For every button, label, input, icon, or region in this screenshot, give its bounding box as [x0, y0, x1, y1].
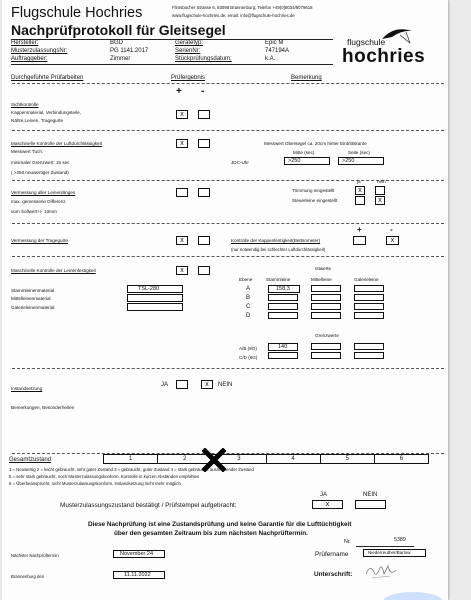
leinen-title: Vermessung aller Leinenlängen	[11, 190, 76, 195]
info-value-serial: 747194A	[265, 48, 290, 54]
b-galerie-field[interactable]	[354, 294, 384, 301]
info-value-approval: PG 1141.2017	[110, 48, 149, 54]
luft-plus-checkbox[interactable]: x	[176, 139, 188, 148]
pruefername-label: Prüfername	[315, 551, 349, 558]
luft-desc3: ( >250 neuwertiger Zustand)	[11, 170, 69, 175]
instand-nein-label: NEIN	[218, 382, 233, 388]
col-remarks: Bemerkung	[291, 75, 322, 81]
sichtkontrolle-plus-checkbox[interactable]: x	[176, 110, 188, 119]
disclaimer-line2: über den gesamten Zeitraum bis zum nächsten Nachprüftermin.	[114, 530, 308, 537]
leinen-plus-checkbox[interactable]	[176, 188, 188, 197]
info-rule-bottom	[11, 64, 333, 65]
instand-title: Instandsetzung	[11, 386, 43, 391]
nr-underline	[356, 546, 414, 547]
logo-small-text: flugschule	[347, 37, 386, 47]
kappe-note: (nur notwendig bei schlechter Luftdurchlässigkeit)	[231, 247, 326, 252]
scale-cell-5[interactable]: 5	[321, 455, 375, 463]
sichtkontrolle-minus-checkbox[interactable]	[198, 110, 210, 119]
divider	[12, 256, 444, 257]
address-line: Flintsbacher Strasse 6, 83098 Brannenburg; Telefon +49(0)8034/6079618	[172, 5, 313, 10]
page-title: Nachprüfprotokoll für Gleitsegel	[11, 22, 226, 38]
c-stamm-field[interactable]	[268, 303, 298, 310]
a-mittel-field[interactable]	[311, 285, 341, 292]
luft-mitte-label: Mitte (sec)	[293, 150, 315, 155]
level-c: C	[246, 304, 251, 310]
a-galerie-field[interactable]	[354, 285, 384, 292]
info-label-type: Gerätetyp:	[175, 40, 204, 46]
gesamt-scale	[103, 454, 429, 464]
instand-ja-checkbox[interactable]	[176, 380, 188, 389]
luft-seite-field[interactable]: >250	[338, 157, 384, 165]
info-rule	[11, 39, 333, 40]
info-label-piece-date: Stückprüfungsdatum:	[175, 56, 232, 62]
info-label-approval: MusterzulassungsNr:	[11, 48, 68, 54]
d-mittel-field[interactable]	[311, 312, 341, 319]
c-galerie-field[interactable]	[354, 303, 384, 310]
info-label-serial: SerienNr:	[175, 48, 201, 54]
divider	[12, 83, 444, 84]
kappe-minus-checkbox[interactable]: x	[386, 236, 399, 245]
tragegurte-title: Vermessung der Tragegurte	[11, 238, 68, 243]
muster-nein-label: NEIN	[363, 492, 378, 498]
trimm-nein-checkbox[interactable]	[375, 186, 385, 195]
b-stamm-field[interactable]	[268, 294, 298, 301]
kappe-plus-label: +	[357, 225, 362, 234]
kappe-plus-checkbox[interactable]	[353, 236, 366, 245]
mat-galerie-label: Galerieleinenmaterial	[11, 305, 55, 310]
ab-mittel-field[interactable]	[311, 343, 341, 350]
info-value-client: Zimmer	[110, 56, 131, 62]
leinen-nein-label: nein	[377, 179, 386, 184]
nr-value: 5389	[394, 537, 406, 543]
kappe-label: Kontrolle der Kappenfestigkeit(Bettsometer)	[231, 238, 321, 243]
mat-galerie-field[interactable]	[127, 303, 183, 311]
school-name: Flugschule Hochries	[11, 5, 143, 21]
divider	[12, 223, 444, 224]
mat-mittel-label: Mittelleinenmaterial	[11, 296, 51, 301]
info-value-type: Epic M	[265, 40, 284, 46]
luft-title: Maschinelle Kontrolle der Luftdurchlässigkeit	[11, 141, 102, 146]
info-label-manufacturer: Hersteller:	[11, 40, 39, 46]
info-value-manufacturer: BGD	[110, 40, 124, 46]
scale-cell-4[interactable]: 4	[267, 455, 321, 463]
divider	[12, 368, 444, 369]
sichtkontrolle-desc1: Kappenmaterial, Verbindungsteile,	[11, 110, 81, 115]
leinen-desc2: vom Sollwert+/- 10mm	[11, 209, 57, 214]
pruefername-field[interactable]: Niederreuther/Barlow	[363, 549, 426, 557]
grenzwerte-label: Grenzwerte	[315, 333, 339, 338]
scale-cell-1[interactable]: 1	[104, 455, 158, 463]
bemerkungen-label: Bemerkungen, Besonderheiten	[11, 405, 75, 410]
steuer-nein-checkbox[interactable]: x	[375, 196, 385, 205]
muster-ja-checkbox[interactable]: x	[312, 500, 343, 509]
protocol-sheet	[2, 0, 448, 600]
date-field[interactable]: 11.11.2022	[113, 571, 165, 579]
steuer-label: Steuerleine eingestellt	[292, 198, 338, 203]
leinen-ja-label: ja	[357, 179, 361, 184]
sichtkontrolle-desc2: Nähte,Leinen, Tragegurte	[11, 118, 64, 123]
divider	[12, 130, 444, 131]
ab-galerie-field[interactable]	[354, 343, 384, 350]
d-stamm-field[interactable]	[268, 312, 298, 319]
signature-icon	[364, 562, 400, 582]
next-date-field[interactable]: November 24	[113, 550, 165, 558]
gesamt-line2: 5 = sehr stark gebraucht, noch Musterzulassungskonform, Kontrolle in kurzen Abständen empfohlen	[9, 474, 200, 479]
logo-big-text: hochries	[342, 46, 426, 67]
muster-nein-checkbox[interactable]	[355, 500, 386, 509]
ab-stamm-field[interactable]: 140	[268, 343, 298, 351]
ebene-header: Ebene	[239, 277, 253, 282]
luft-uhr-label: JDC-Uhr	[231, 160, 249, 165]
sichtkontrolle-title: Sichtkontrolle	[11, 102, 39, 107]
trimm-label: Trimmung eingestellt	[292, 188, 335, 193]
info-label-client: Auftraggeber:	[11, 56, 48, 62]
info-value-piece-date: k.A.	[265, 56, 276, 62]
cd-mittel-field[interactable]	[311, 352, 341, 359]
disclaimer-line1: Diese Nachprüfung ist eine Zustandsprüfung und keine Garantie für die Lufttüchtigkeit	[88, 521, 352, 528]
mat-stamm-field[interactable]: TSL-280	[127, 285, 183, 293]
instand-nein-checkbox[interactable]: x	[201, 380, 213, 389]
next-date-label: Nächster Nachprüftermin	[11, 553, 59, 558]
mittel-header: Mittelleine	[311, 277, 332, 282]
mat-mittel-field[interactable]	[127, 294, 183, 302]
festigkeit-title: Maschinelle Kontrolle der Leinenfestigkeit	[11, 268, 96, 273]
col-plus: +	[176, 86, 182, 97]
festigkeit-plus-checkbox[interactable]: x	[176, 266, 188, 275]
kappe-minus-label: -	[390, 225, 393, 234]
cd-stamm-field[interactable]	[268, 352, 298, 359]
luft-desc2: minimaler Grenzwert: 15 sec	[11, 160, 70, 165]
c-mittel-field[interactable]	[311, 303, 341, 310]
luft-mitte-field[interactable]: >250	[284, 157, 330, 165]
col-checks: Durchgeführte Prüfarbeiten	[11, 75, 84, 81]
a-stamm-field[interactable]: 158,3	[268, 285, 300, 293]
scale-cell-3[interactable]: 3	[212, 455, 266, 463]
paraglider-icon	[380, 27, 420, 45]
col-minus: -	[201, 86, 205, 97]
trimm-ja-checkbox[interactable]: x	[355, 186, 365, 195]
scale-cell-2[interactable]: 2	[158, 455, 212, 463]
muster-ja-label: JA	[320, 492, 328, 498]
luft-seite-label: Seite (sec)	[348, 150, 370, 155]
web-line: www.flugschule-hochries.de; email: info@flugschule-hochries.de	[172, 13, 295, 18]
steuer-ja-checkbox[interactable]	[355, 196, 365, 205]
festigkeit-minus-checkbox[interactable]	[198, 266, 210, 275]
stamm-header: Stammleine	[266, 277, 291, 282]
luft-desc1: Messwert Tuch:	[11, 149, 44, 154]
ab-label: A/B (8G)	[239, 346, 257, 351]
signature-label: Unterschrift:	[314, 571, 353, 578]
gesamt-line3: 6 = Überbeansprucht, nicht Musterzulassungskonform, Instandsetzung nicht mehr möglich	[9, 481, 181, 486]
tragegurte-minus-checkbox[interactable]	[198, 236, 210, 245]
level-d: D	[246, 313, 251, 319]
mat-stamm-label: Stammleinenmaterial	[11, 288, 55, 293]
muster-label: Musterzulassungszustand bestätigt / Prüfstempel aufgebracht:	[60, 502, 237, 509]
luft-minus-checkbox[interactable]	[198, 139, 210, 148]
instand-ja-label: JA	[161, 382, 169, 388]
gesamt-title: Gesamtzustand	[9, 457, 52, 463]
level-b: B	[246, 295, 251, 301]
nr-label: Nr.	[344, 539, 351, 545]
gesamt-line1: 1 = Neuwertig 2 = leicht gebraucht, sehr guter Zustand 3 = gebraucht, guter Zustand 4 = stark gebraucht, ausreichender Zustand	[9, 467, 254, 472]
place-label: Brannenburg den	[11, 574, 45, 579]
istwerte-label: Istwerte	[315, 266, 332, 271]
cd-galerie-field[interactable]	[354, 352, 384, 359]
luft-note: Messwert Obersegel ca. 20cm hinter Eintrittskante	[264, 141, 367, 146]
leinen-desc1: max. gemessene Differenz	[11, 199, 66, 204]
leinen-minus-checkbox[interactable]	[198, 188, 210, 197]
d-galerie-field[interactable]	[354, 312, 384, 319]
level-a: A	[246, 286, 251, 292]
scale-cell-6[interactable]: 6	[399, 456, 404, 462]
b-mittel-field[interactable]	[311, 294, 341, 301]
galerie-header: Galerieleine	[354, 277, 379, 282]
tragegurte-plus-checkbox[interactable]: x	[176, 236, 188, 245]
col-result: Prüfergebnis	[171, 75, 206, 81]
cd-label: C/D (6G)	[239, 355, 258, 360]
